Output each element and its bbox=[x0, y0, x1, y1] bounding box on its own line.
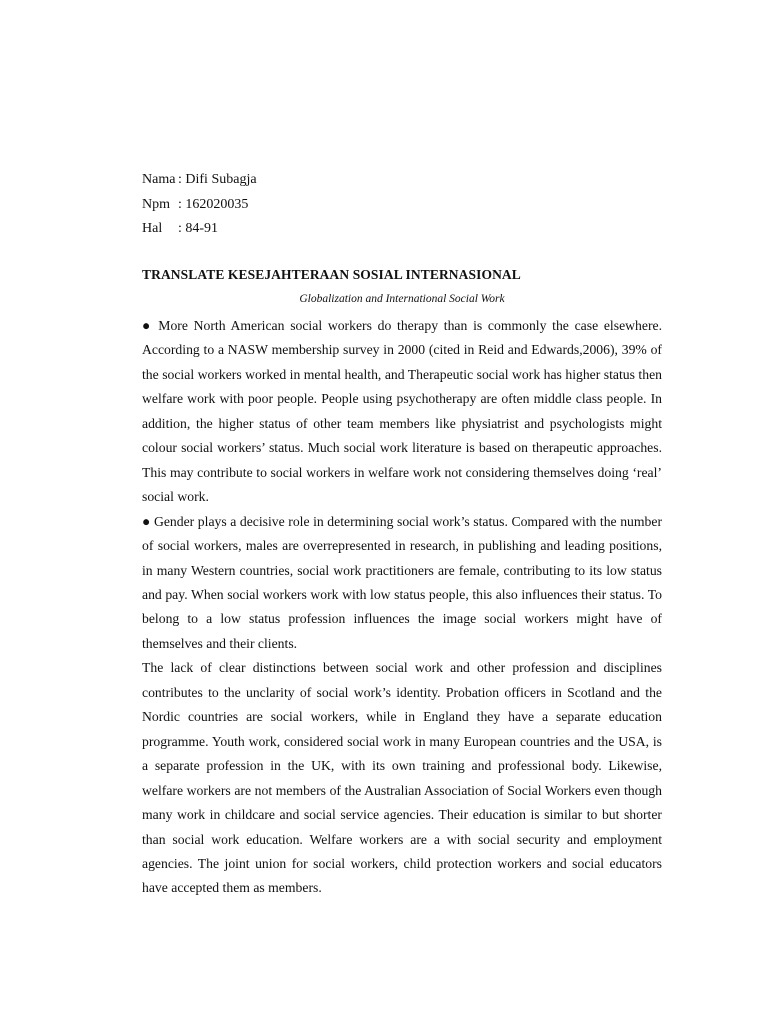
info-value: : 162020035 bbox=[178, 196, 249, 212]
info-label: Hal bbox=[142, 221, 163, 236]
document-subtitle: Globalization and International Social Work bbox=[299, 293, 505, 305]
paragraph-therapy: ● More North American social workers do therapy than is commonly the case elsewhere. According to a NASW membership survey in 2000 (cited in Reid and Edwards,2006), 39% of the social workers worked in mental health, and Therapeutic social work has higher status then welfare work with poor people. People using psychotherapy are often middle class people. In addition, the higher status of other team members like physiatrist and psychologists might colour social workers’ status. Much social work literature is based on therapeutic approaches. This may contribute to social workers in welfare work not considering themselves doing ‘real’ social work. bbox=[142, 318, 662, 505]
student-info bbox=[142, 168, 257, 242]
document-body bbox=[142, 314, 662, 901]
info-value: : Difi Subagja bbox=[178, 172, 257, 187]
info-value: : 84-91 bbox=[178, 221, 219, 236]
info-row-hal bbox=[142, 217, 257, 242]
info-row-nama bbox=[142, 168, 257, 193]
paragraph-distinctions: The lack of clear distinctions between social work and other profession and disciplines contributes to the unclarity of social work’s identity. Probation officers in Scotland and the Nordic countries are social workers, while in England they have a separate education programme. Youth work, considered social work in many European countries and the USA, is a separate profession in the UK, with its own training and professional body. Likewise, welfare workers are not members of the Australian Association of Social Workers even though many work in childcare and social service agencies. Their education is similar to but shorter than social work education. Welfare workers are a with social security and employment agencies. The joint union for social workers, child protection workers and social educators have accepted them as members. bbox=[142, 660, 662, 896]
info-row-npm bbox=[142, 193, 257, 218]
info-label: Nama bbox=[142, 172, 176, 187]
info-label: Npm bbox=[142, 196, 170, 212]
document-title: TRANSLATE KESEJAHTERAAN SOSIAL INTERNASIONAL bbox=[142, 267, 521, 282]
paragraph-gender: ● Gender plays a decisive role in determining social work’s status. Compared with the number of social workers, males are overrepresented in research, in publishing and leading positions, in many Western countries, social work practitioners are female, contributing to its low status and pay. When social workers work with low status people, this also influences their status. To belong to a low status profession influences the image social workers might have of themselves and their clients. bbox=[142, 513, 662, 651]
